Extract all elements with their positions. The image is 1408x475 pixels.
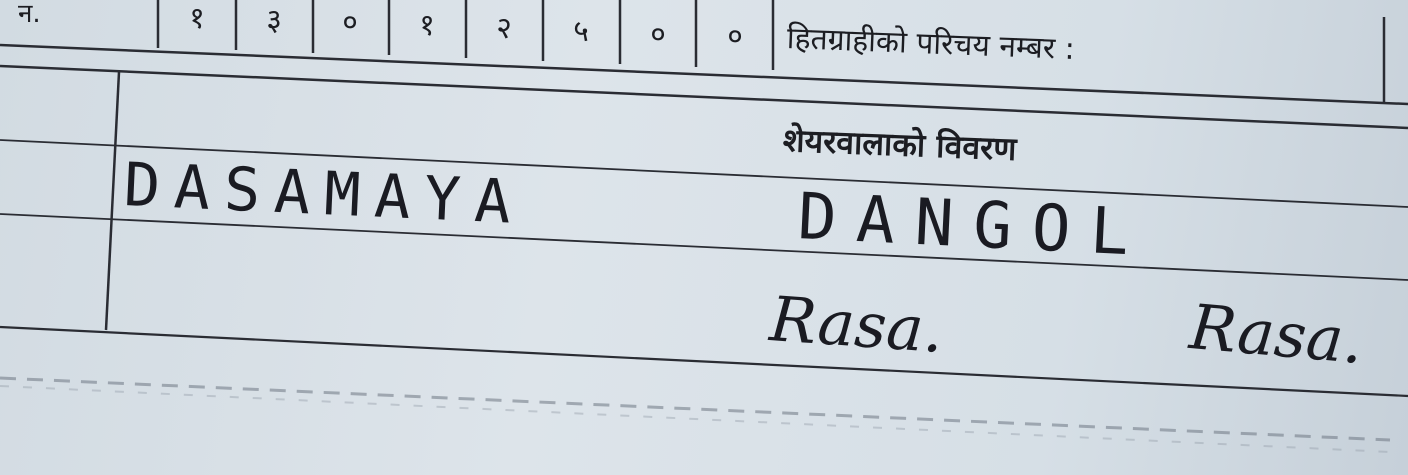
handwritten-last-name: DANGOL xyxy=(796,180,1151,272)
id-digit: ० xyxy=(650,17,666,52)
id-digit: १ xyxy=(189,1,205,36)
row-number-label: न. xyxy=(18,0,41,29)
id-digit: २ xyxy=(496,11,512,46)
signature: Rasa. xyxy=(1186,290,1367,378)
id-digit: ५ xyxy=(573,14,589,49)
id-digit: ० xyxy=(727,19,743,54)
handwritten-first-name: DASAMAYA xyxy=(122,150,527,239)
beneficiary-id-label: हितग्राहीको परिचय नम्बर : xyxy=(786,21,1076,68)
id-digit: १ xyxy=(419,8,435,43)
shareholder-details-heading: शेयरवालाको विवरण xyxy=(782,121,1018,168)
id-digit: ३ xyxy=(266,3,282,38)
id-digit: ० xyxy=(342,5,358,40)
signature: Rasa. xyxy=(767,282,946,368)
